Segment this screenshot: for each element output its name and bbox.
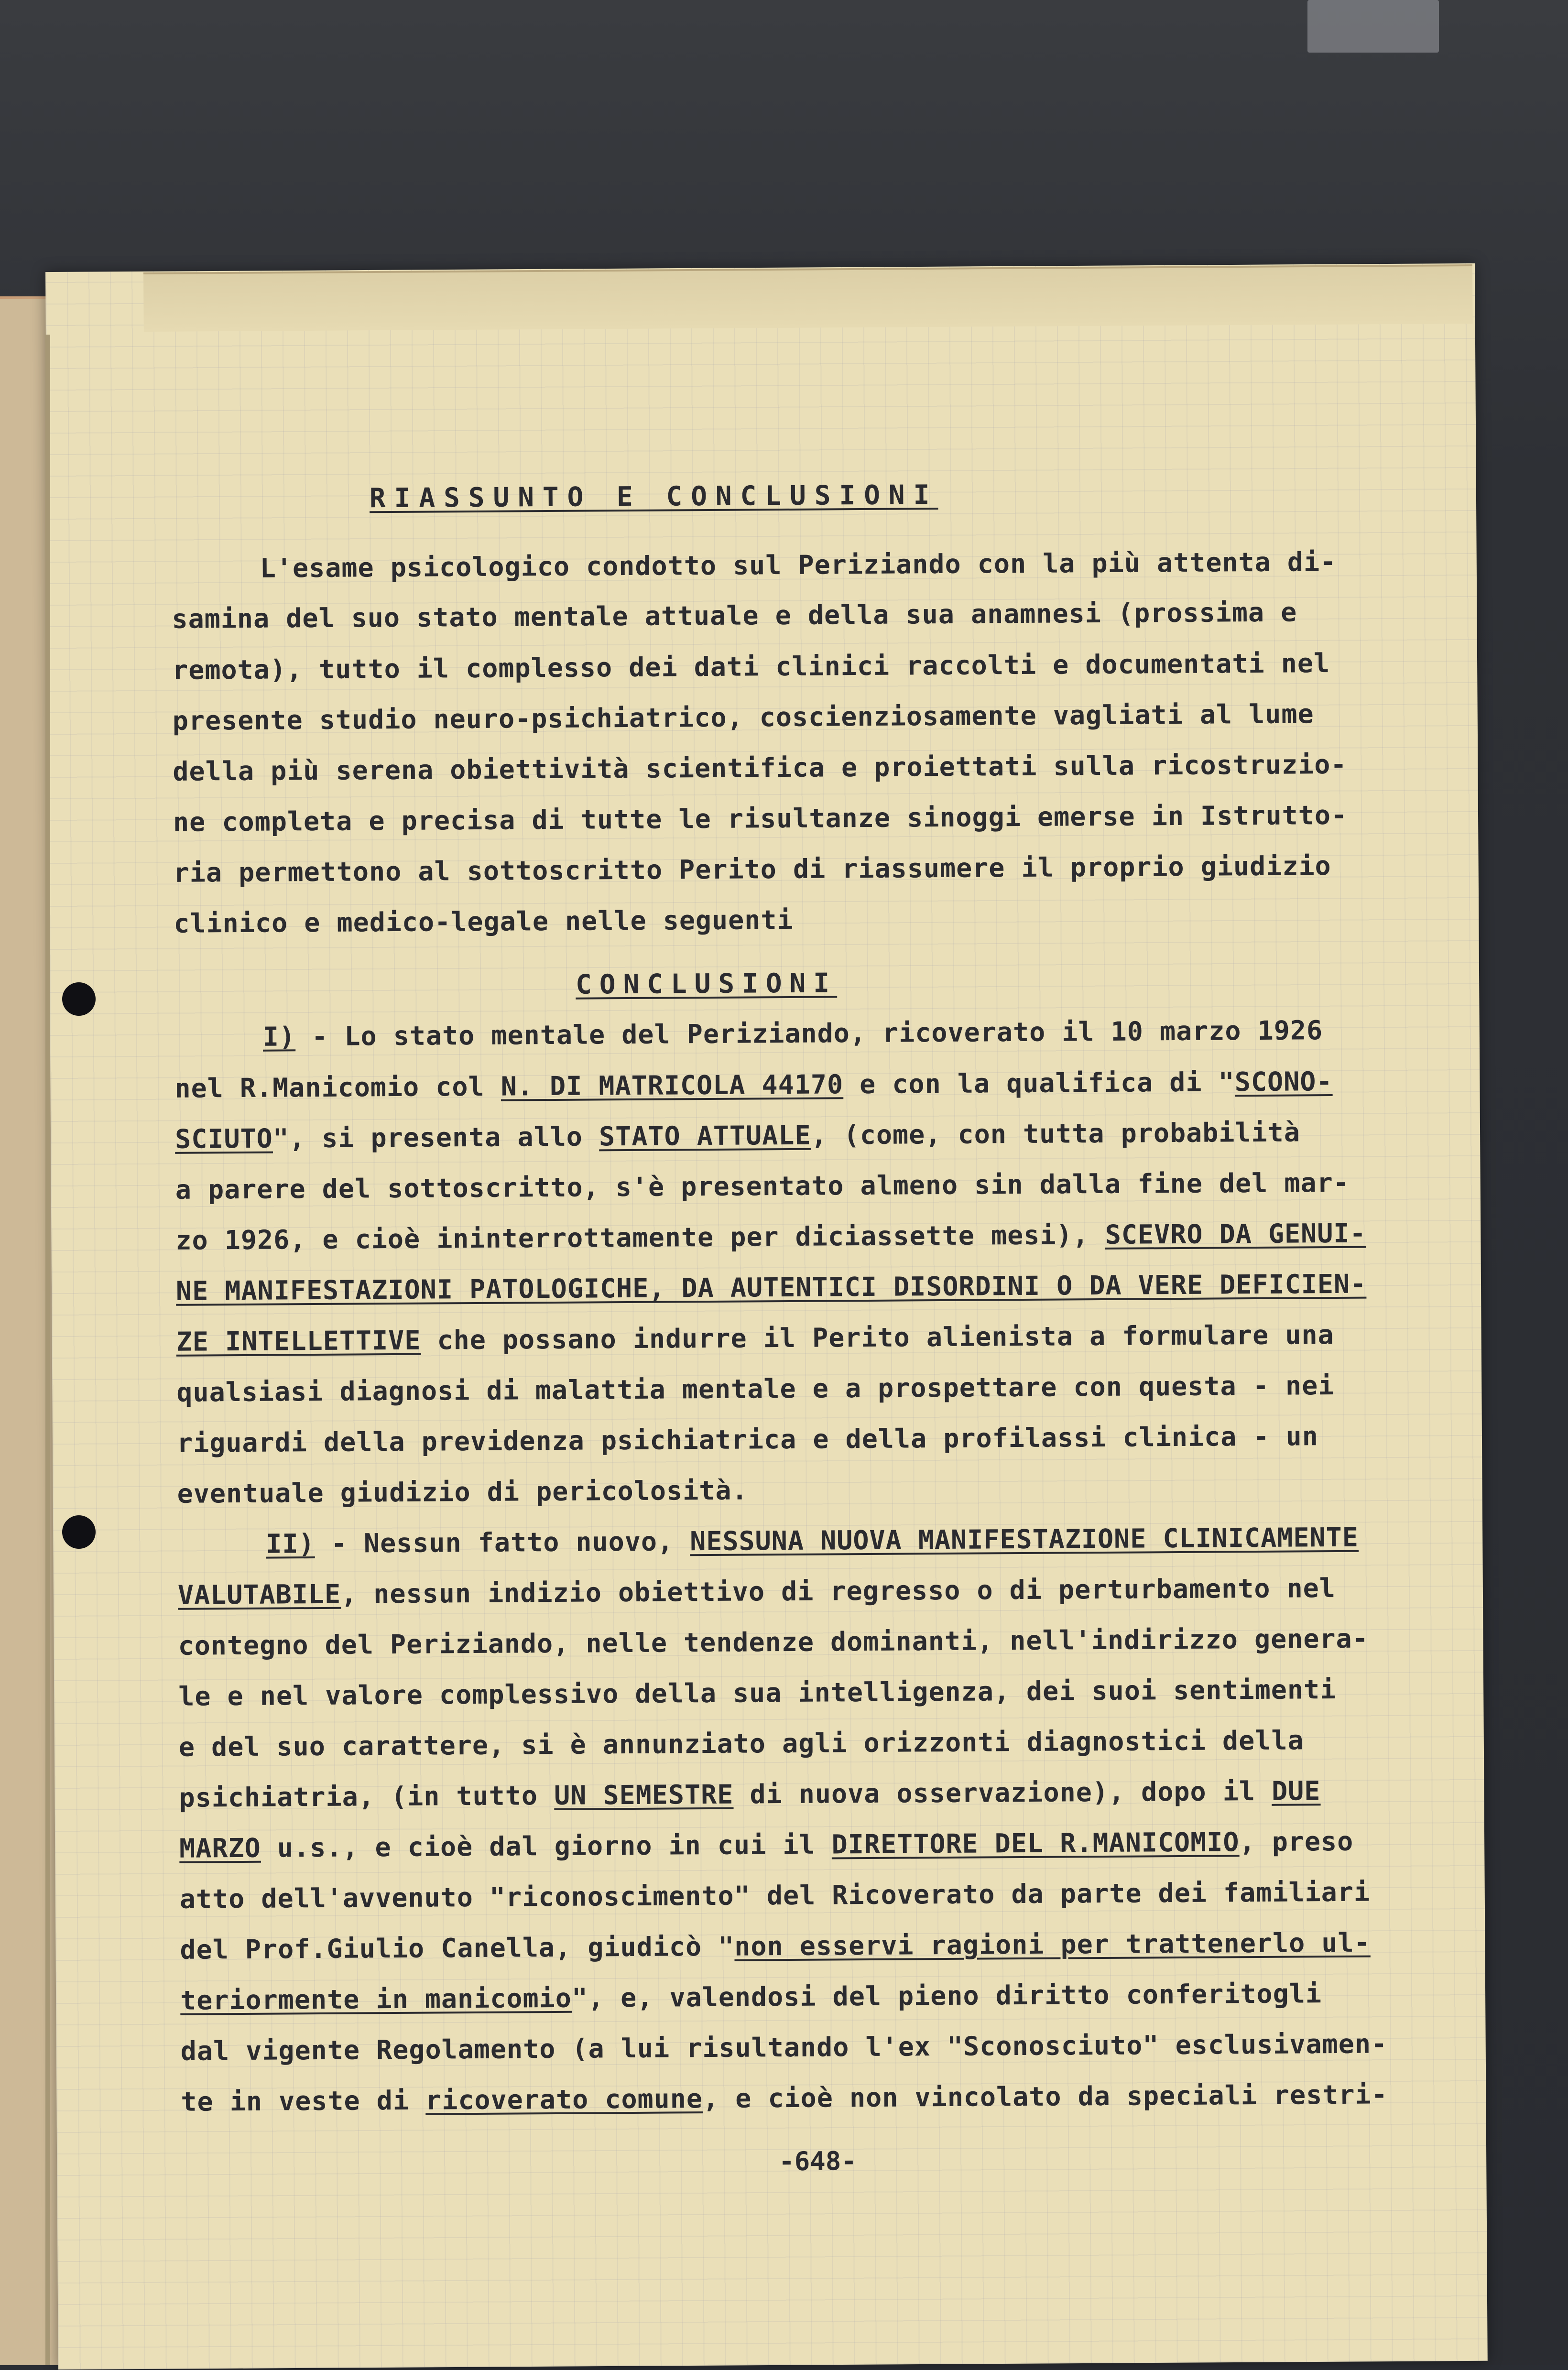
section-1-line-5: zo 1926, e cioè ininterrottamente per diciassette mesi), SCEVRO DA GENUI-: [175, 1218, 1366, 1256]
section-1-line-10: eventuale giudizio di pericolosità.: [177, 1475, 748, 1509]
section-2-line-5: e del suo carattere, si è annunziato agli orizzonti diagnostici della: [178, 1725, 1304, 1762]
section-2-line-4: le e nel valore complessivo della sua intelligenza, dei suoi sentimenti: [178, 1674, 1337, 1712]
intro-line: presente studio neuro-psichiatrico, coscienziosamente vagliati al lume: [172, 698, 1314, 736]
section-2-line-12: te in veste di ricoverato comune, e cioè non vincolato da speciali restri-: [181, 2079, 1388, 2117]
section-1-line-2: nel R.Manicomio col N. DI MATRICOLA 44170 e con la qualifica di "SCONO-: [174, 1066, 1333, 1104]
intro-line: ne completa e precisa di tutte le risultanze sinoggi emerse in Istrutto-: [173, 799, 1348, 837]
section-1-line-3: SCIUTO", si presenta allo STATO ATTUALE, (come, con tutta probabilità: [174, 1117, 1301, 1154]
section-1-line-4: a parere del sottoscritto, s'è presentato almeno sin dalla fine del mar-: [175, 1167, 1350, 1205]
section-2-line-6: psichiatria, (in tutto UN SEMESTRE di nuova osservazione), dopo il DUE: [179, 1775, 1321, 1813]
intro-line: clinico e medico-legale nelle seguenti: [174, 904, 794, 939]
section-2-line-11: dal vigente Regolamento (a lui risultando l'ex "Sconosciuto" esclusivamen-: [180, 2028, 1388, 2066]
page-title: RIASSUNTO E CONCLUSIONI: [369, 479, 938, 514]
section-2-line-1: II) - Nessun fatto nuovo, NESSUNA NUOVA MANIFESTAZIONE CLINICAMENTE: [266, 1522, 1359, 1559]
section-1-line-1: I) - Lo stato mentale del Periziando, ricoverato il 10 marzo 1926: [262, 1015, 1323, 1052]
section-2-line-7: MARZO u.s., e cioè dal giorno in cui il DIRETTORE DEL R.MANICOMIO, preso: [179, 1826, 1354, 1864]
section-2-line-10: teriormente in manicomio", e, valendosi del pieno diritto conferitogli: [180, 1978, 1322, 2016]
section-1-line-8: qualsiasi diagnosi di malattia mentale e a prospettare con questa - nei: [176, 1370, 1335, 1408]
section-1-line-6: NE MANIFESTAZIONI PATOLOGICHE, DA AUTENTICI DISORDINI O DA VERE DEFICIEN-: [175, 1268, 1367, 1306]
intro-line: della più serena obiettività scientifica e proiettati sulla ricostruzio-: [173, 749, 1347, 787]
section-2-line-8: atto dell'avvenuto "riconoscimento" del Ricoverato da parte dei familiari: [179, 1876, 1371, 1914]
intro-line: ria permettono al sottoscritto Perito di riassumere il proprio giudizio: [173, 850, 1331, 888]
section-2-line-9: del Prof.Giulio Canella, giudicò "non esservi ragioni per trattenerlo ul-: [180, 1927, 1371, 1965]
section-1-line-9: riguardi della previdenza psichiatrica e della profilassi clinica - un: [176, 1421, 1319, 1458]
page-number: -648-: [779, 2146, 857, 2177]
section-2-line-2: VALUTABILE, nessun indizio obiettivo di regresso o di perturbamento nel: [177, 1573, 1336, 1610]
intro-line: samina del suo stato mentale attuale e della sua anamnesi (prossima e: [172, 597, 1297, 634]
section-2-line-3: contegno del Periziando, nelle tendenze dominanti, nell'indirizzo genera-: [178, 1623, 1369, 1661]
intro-line: L'esame psicologico condotto sul Periziando con la più attenta di-: [260, 546, 1337, 584]
intro-line: remota), tutto il complesso dei dati clinici raccolti e documentati nel: [172, 648, 1330, 685]
section-1-line-7: ZE INTELLETTIVE che possano indurre il Perito alienista a formulare una: [176, 1319, 1334, 1357]
conclusions-heading: CONCLUSIONI: [575, 968, 838, 1000]
